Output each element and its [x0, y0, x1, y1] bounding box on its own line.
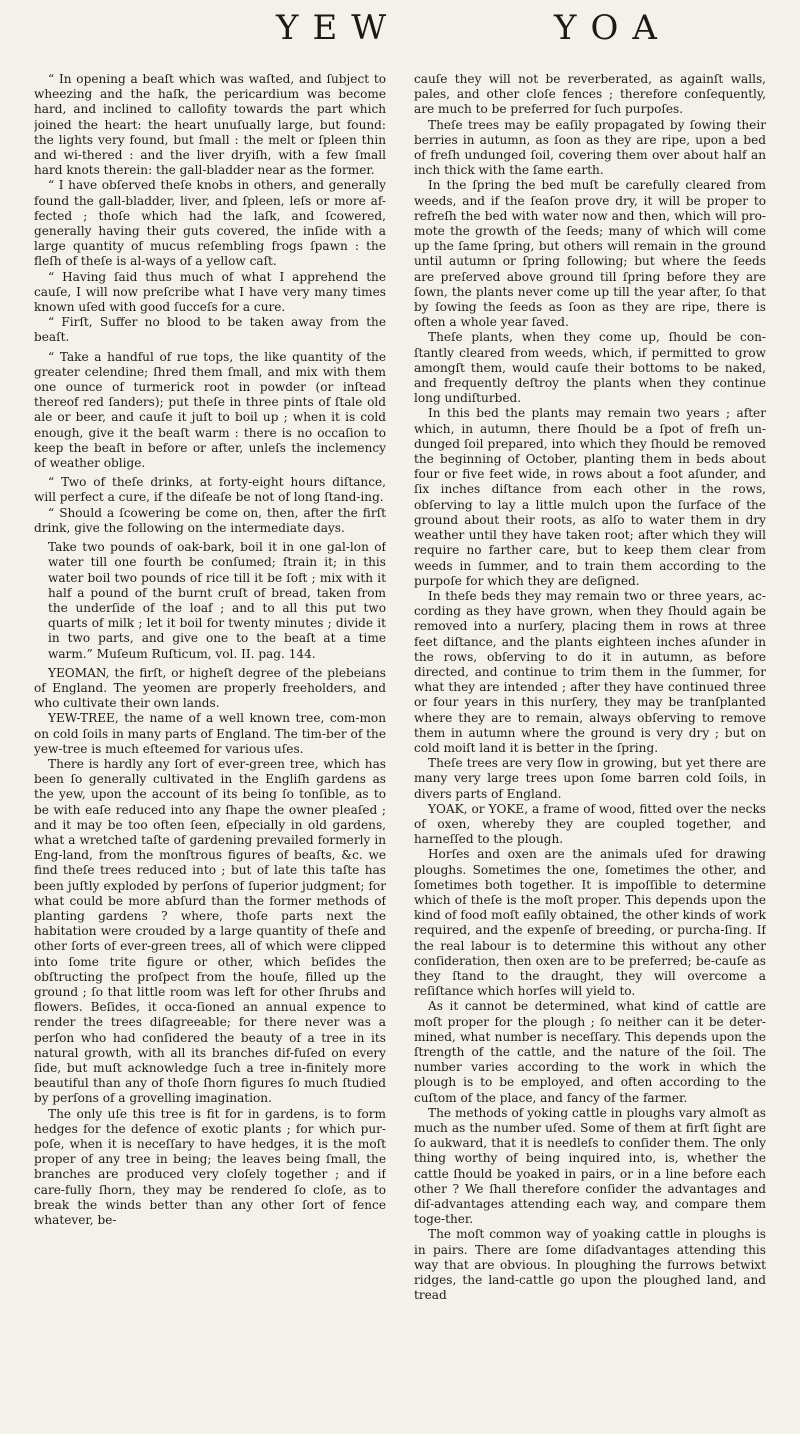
paragraph: “ In opening a beaſt which was waſted, and ſubject to wheezing and the haſk, the pericardium was become hard, and inclined to callofity towards the part which joined the heart: the heart unuſually large, but found: the lights very found, but ſmall : the melt or ſpleen thin and wi-thered : and the liver dryiſh, with a few ſmall hard knots therein: the gall-bladder near as the former.: [34, 72, 386, 178]
paragraph: In this bed the plants may remain two years ; after which, in autumn, there ſhould be a ſpot of freſh un-dunged ſoil prepared, into which they ſhould be removed the beginning of October, planting them in beds about four or five feet wide, in rows about a foot aſunder, and ſix inches diſtance from each other in the rows, obſerving to lay a little mulch upon the ſurface of the ground about their roots, as alſo to water them in dry weather until they have taken root; after which they will require no farther care, but to keep them clear from weeds in ſummer, and to train them according to the purpoſe for which they are deſigned.: [414, 406, 766, 588]
paragraph: “ Take a handful of rue tops, the like quantity of the greater celendine; ſhred them ſmall, and mix with them one ounce of turmerick root in powder (or inſtead thereof red ſanders); put theſe in three pints of ſtale old ale or beer, and cauſe it juſt to boil up ; when it is cold enough, give it the beaſt warm : there is no occaſion to keep the beaſt in before or after, unleſs the inclemency of weather oblige.: [34, 349, 386, 471]
paragraph: Theſe trees may be eaſily propagated by ſowing their berries in autumn, as ſoon as they are ripe, upon a bed of freſh undunged ſoil, covering them over about half an inch thick with the ſame earth.: [414, 117, 766, 178]
paragraph: Take two pounds of oak-bark, boil it in one gal-lon of water till one fourth be conſumed; ſtrain it; in this water boil two pounds of rice till it be ſoft ; mix with it half a pound of the burnt cruſt of bread, taken from the underſide of the loaf ; and to all this put two quarts of milk ; let it boil for twenty minutes ; divide it in two parts, and give one to the beaſt at a time warm.” Muſeum Ruſticum, vol. II. pag. 144.: [48, 540, 386, 661]
paragraph: “ I have obſerved theſe knobs in others, and generally found the gall-bladder, liver, and ſpleen, leſs or more af-fected ; thoſe which had the laſk, and ſcowered, generally having their guts covered, the inſide with a large quantity of mucus reſembling frogs ſpawn : the fleſh of theſe is al-ways of a yellow caſt.: [34, 178, 386, 269]
paragraph: “ Two of theſe drinks, at forty-eight hours diſtance, will perfect a cure, if the diſeaſe be not of long ſtand-ing.: [34, 475, 386, 505]
paragraph: The moſt common way of yoaking cattle in ploughs is in pairs. There are ſome diſadvantages attending this way that are obvious. In ploughing the furrows betwixt ridges, the land-cattle go upon the ploughed land, and tread: [414, 1227, 766, 1303]
paragraph: In theſe beds they may remain two or three years, ac-cording as they have grown, when they ſhould again be removed into a nurſery, placing them in rows at three feet diſtance, and the plants eighteen inches aſunder in the rows, obſerving to do it in autumn, as before directed, and continue to trim them in the ſummer, for what they are intended ; after they have continued three or four years in this nurſery, they may be tranſplanted where they are to remain, always obſerving to remove them in autumn where the ground is very dry ; but on cold moiſt land it is better in the ſpring.: [414, 588, 766, 755]
paragraph: YEW-TREE, the name of a well known tree, com-mon on cold ſoils in many parts of England. The tim-ber of the yew-tree is much eſteemed for various uſes.: [34, 711, 386, 756]
paragraph: In the ſpring the bed muſt be carefully cleared from weeds, and if the ſeaſon prove dry, it will be proper to refreſh the bed with water now and then, which will pro-mote the growth of the ſeeds; many of which will come up the ſame ſpring, but others will remain in the ground until autumn or ſpring following; but where the ſeeds are preſerved above ground till ſpring before they are ſown, the plants never come up till the year after, ſo that by ſowing the ſeeds as ſoon as they are ripe, there is often a whole year ſaved.: [414, 178, 766, 330]
header-right-word: YOA: [554, 8, 671, 48]
paragraph: “ Firſt, Suffer no blood to be taken away from the beaſt.: [34, 315, 386, 345]
header-left-word: YEW: [276, 8, 401, 48]
paragraph: There is hardly any ſort of ever-green tree, which has been ſo generally cultivated in the Engliſh gardens as the yew, upon the account of its being ſo tonſible, as to be with eaſe reduced into any ſhape the owner pleaſed ; and it may be too often ſeen, eſpecially in old gardens, what a wretched taſte of gardening prevailed formerly in Eng-land, from the monſtrous figures of beaſts, &c. we find theſe trees reduced into ; but of late this taſte has been juſtly exploded by perſons of ſuperior judgment; for what could be more abſurd than the former methods of planting gardens ? where, thoſe parts next the habitation were crouded by a large quantity of theſe and other ſorts of ever-green trees, all of which were clipped into ſome trite figure or other, which beſides the obſtructing the proſpect from the houſe, filled up the ground ; ſo that little room was left for other ſhrubs and flowers. Beſides, it occa-ſioned an annual expence to render the trees diſagreeable; for there never was a perſon who had conſidered the beauty of a tree in its natural growth, with all its branches dif-fuſed on every ſide, but muſt acknowledge ſuch a tree in-finitely more beautiful than any of thoſe ſhorn figures ſo much ſtudied by perſons of a grovelling imagination.: [34, 756, 386, 1106]
running-header: [24, 8, 776, 60]
paragraph: YOAK, or YOKE, a frame of wood, fitted over the necks of oxen, whereby they are coupled together, and harneſſed to the plough.: [414, 801, 766, 847]
paragraph: “ Having ſaid thus much of what I apprehend the cauſe, I will now preſcribe what I have very many times known uſed with good ſucceſs for a cure.: [34, 269, 386, 315]
right-column: [414, 72, 766, 1424]
paragraph: Theſe plants, when they come up, ſhould be con-ſtantly cleared from weeds, which, if permitted to grow amongſt them, would cauſe their bottoms to be naked, and frequently deſtroy the plants when they continue long undiſturbed.: [414, 330, 766, 406]
paragraph: YEOMAN, the firſt, or higheſt degree of the plebeians of England. The yeomen are properly freeholders, and who cultivate their own lands.: [34, 665, 386, 711]
left-column: [34, 72, 386, 1424]
paragraph: As it cannot be determined, what kind of cattle are moſt proper for the plough ; ſo neither can it be deter-mined, what number is neceſſary. This depends upon the ſtrength of the cattle, and the nature of the ſoil. The number varies according to the work in which the plough is to be employed, and often according to the cuſtom of the place, and fancy of the farmer.: [414, 999, 766, 1105]
paragraph: “ Should a ſcowering be come on, then, after the firſt drink, give the following on the intermediate days.: [34, 505, 386, 535]
paragraph: Horſes and oxen are the animals uſed for drawing ploughs. Sometimes the one, ſometimes the other, and ſometimes both together. It is impoſſible to determine which of theſe is the moſt proper. This depends upon the kind of food moſt eaſily obtained, the other kinds of work required, and the expenſe of breeding, or purcha-ſing. If the real labour is to determine this without any other conſideration, then oxen are to be preferred; be-cauſe as they ſtand to the draught, they will overcome a reſiſtance which horſes will yield to.: [414, 847, 766, 999]
paragraph: The methods of yoking cattle in ploughs vary almoſt as much as the number uſed. Some of them at firſt ſight are ſo aukward, that it is needleſs to conſider them. The only thing worthy of being inquired into, is, whether the cattle ſhould be yoaked in pairs, or in a line before each other ? We ſhall therefore conſider the advantages and diſ-advantages attending each way, and compare them toge-ther.: [414, 1105, 766, 1227]
paragraph: The only uſe this tree is fit for in gardens, is to form hedges for the defence of exotic plants ; for which pur-poſe, when it is neceſſary to have hedges, it is the moſt proper of any tree in being; the leaves being ſmall, the branches are produced very cloſely together ; and if care-fully ſhorn, they may be rendered ſo cloſe, as to break the winds better than any other ſort of fence whatever, be-: [34, 1106, 386, 1228]
paragraph: cauſe they will not be reverberated, as againſt walls, pales, and other cloſe fences ; therefore conſequently, are much to be preferred for ſuch purpoſes.: [414, 72, 766, 117]
paragraph: Theſe trees are very ſlow in growing, but yet there are many very large trees upon ſome barren cold ſoils, in divers parts of England.: [414, 756, 766, 801]
